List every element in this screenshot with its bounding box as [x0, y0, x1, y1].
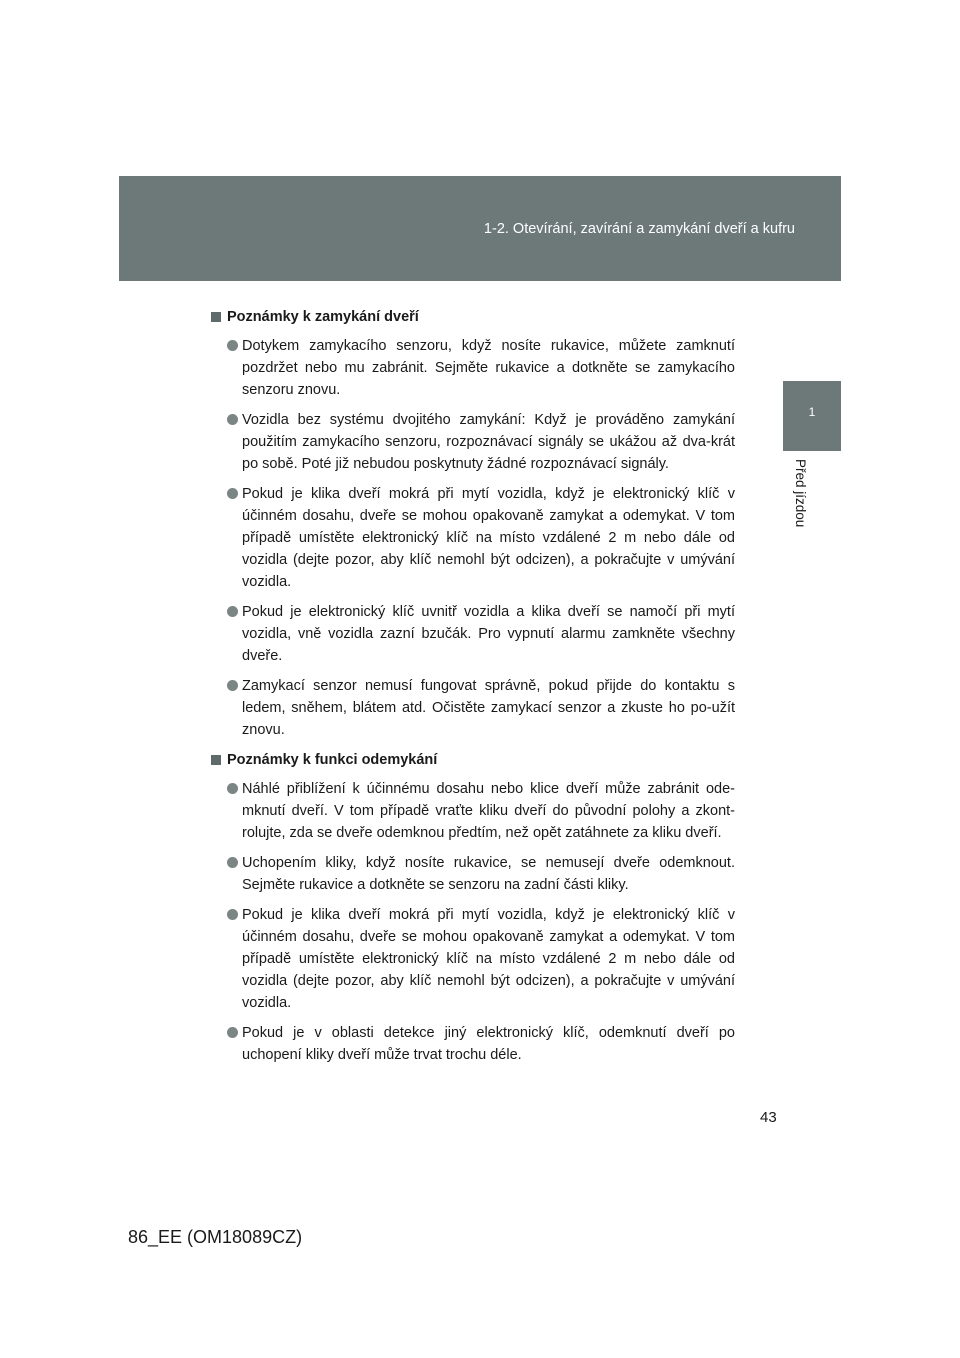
circle-bullet-icon — [227, 1027, 238, 1038]
list-item — [211, 675, 735, 741]
list-item-text: Zamykací senzor nemusí fungovat správně, pokud přijde do kontaktu s ledem, sněhem, blátem atd. Očistěte zamykací senzor a zkuste ho po-užít znovu. — [242, 678, 735, 738]
list-item-text: Náhlé přiblížení k účinnému dosahu nebo klice dveří může zabránit ode-mknutí dveří. V tom případě vraťte kliku dveří do původní polohy a zkont-rolujte, zda se dveře odemknou předtím, než opět zatáhnete za kliku dveří. — [242, 781, 735, 841]
section-heading-text: Poznámky k zamykání dveří — [227, 309, 419, 325]
chapter-header — [119, 176, 841, 281]
section-heading — [211, 306, 735, 328]
list-item — [211, 601, 735, 667]
page-number: 43 — [760, 1109, 777, 1126]
circle-bullet-icon — [227, 606, 238, 617]
list-item-text: Pokud je elektronický klíč uvnitř vozidla a klika dveří se namočí při mytí vozidla, vně vozidla zazní bzučák. Pro vypnutí alarmu zamkněte všechny dveře. — [242, 604, 735, 664]
list-item-text: Pokud je klika dveří mokrá při mytí vozidla, když je elektronický klíč v účinném dosahu, dveře se mohou opakovaně zamykat a odemykat. V tom případě umístěte elektronický klíč na místo vzdálené 2 m nebo dále od vozidla (dejte pozor, aby klíč nemohl být odcizen), a pokračujte v umývání vozidla. — [242, 907, 735, 1011]
circle-bullet-icon — [227, 783, 238, 794]
circle-bullet-icon — [227, 340, 238, 351]
section-tab-number: 1 — [808, 405, 816, 419]
circle-bullet-icon — [227, 857, 238, 868]
list-item-text: Pokud je klika dveří mokrá při mytí vozidla, když je elektronický klíč v účinném dosahu, dveře se mohou opakovaně zamykat a odemykat. V tom případě umístěte elektronický klíč na místo vzdálené 2 m nebo dále od vozidla (dejte pozor, aby klíč nemohl být odcizen), a pokračujte v umývání vozidla. — [242, 486, 735, 590]
chapter-title: 1-2. Otevírání, zavírání a zamykání dveří a kufru — [483, 221, 795, 237]
circle-bullet-icon — [227, 414, 238, 425]
square-bullet-icon — [211, 755, 221, 765]
list-item-text: Uchopením kliky, když nosíte rukavice, se nemusejí dveře odemknout. Sejměte rukavice a dotkněte se senzoru na zadní části kliky. — [242, 855, 735, 893]
section-heading — [211, 749, 735, 771]
circle-bullet-icon — [227, 488, 238, 499]
square-bullet-icon — [211, 312, 221, 322]
section-tab — [783, 381, 841, 451]
list-item-text: Vozidla bez systému dvojitého zamykání: Když je prováděno zamykání použitím zamykacího senzoru, rozpoznávací signály se ukážou až dva-krát po sobě. Poté již nebudou poskytnuty žádné rozpoznávací signály. — [242, 412, 735, 472]
list-item — [211, 1022, 735, 1066]
list-item — [211, 483, 735, 593]
list-item — [211, 335, 735, 401]
section-locking-notes — [211, 306, 735, 741]
section-heading-text: Poznámky k funkci odemykání — [227, 752, 438, 768]
list-item-text: Dotykem zamykacího senzoru, když nosíte rukavice, můžete zamknutí pozdržet nebo mu zabránit. Sejměte rukavice a dotkněte se zamykacího senzoru znovu. — [242, 338, 735, 398]
main-content — [211, 306, 735, 1074]
section-tab-label: Před jízdou — [793, 459, 808, 528]
circle-bullet-icon — [227, 680, 238, 691]
document-code: 86_EE (OM18089CZ) — [128, 1227, 303, 1247]
list-item — [211, 904, 735, 1014]
list-item — [211, 778, 735, 844]
section-unlocking-notes — [211, 749, 735, 1066]
circle-bullet-icon — [227, 909, 238, 920]
list-item-text: Pokud je v oblasti detekce jiný elektronický klíč, odemknutí dveří po uchopení kliky dveří může trvat trochu déle. — [242, 1025, 735, 1063]
list-item — [211, 409, 735, 475]
list-item — [211, 852, 735, 896]
